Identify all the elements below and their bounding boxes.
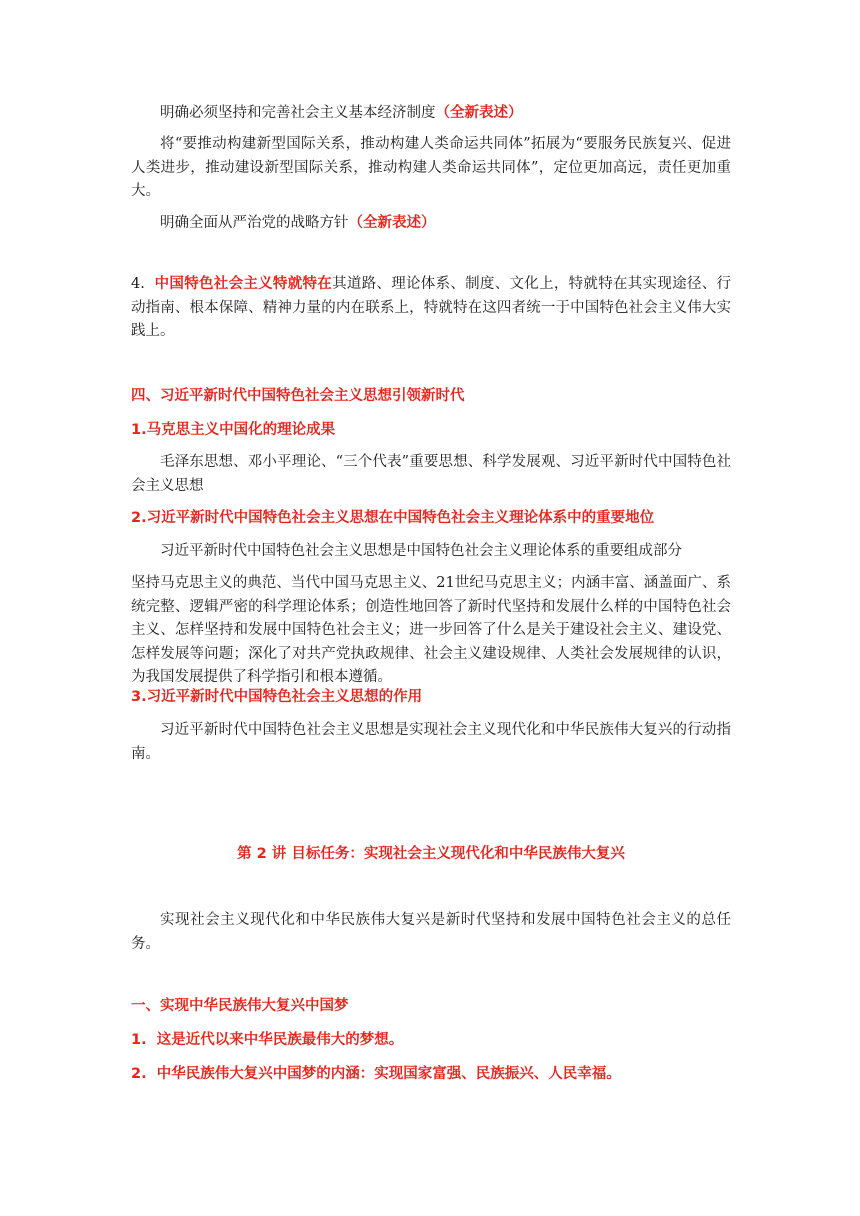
paragraph-party-governance: [131, 211, 731, 236]
subheading-important-status: 2.习近平新时代中国特色社会主义思想在中国特色社会主义理论体系中的重要地位: [131, 510, 655, 526]
item-text: 这是近代以来中华民族最伟大的梦想。: [156, 1032, 404, 1048]
paragraph-item-4: [131, 272, 731, 344]
paragraph-action-guide: 习近平新时代中国特色社会主义思想是实现社会主义现代化和中华民族伟大复兴的行动指南。: [131, 722, 731, 762]
section-heading-four: 四、习近平新时代中国特色社会主义思想引领新时代: [131, 388, 465, 404]
paragraph-economic-system: [131, 101, 731, 126]
subheading-role: 3.习近平新时代中国特色社会主义思想的作用: [131, 689, 423, 705]
item-number: 1.: [131, 1032, 147, 1048]
new-expression-tag: （全新表述）: [435, 104, 523, 121]
paragraph-text: 明确全面从严治党的战略方针: [160, 215, 349, 231]
subheading-theory-results: 1.马克思主义中国化的理论成果: [131, 422, 336, 438]
item-text: 其道路、理论体系、制度、文化上，特就特在其实现途径、行动指南、根本保障、精神力量的内在联系上，特就特在这四者统一于中国特色社会主义伟大实践上。: [131, 276, 732, 339]
new-expression-tag: （全新表述）: [348, 214, 436, 231]
paragraph-theory-list: 毛泽东思想、邓小平理论、“三个代表”重要思想、科学发展观、习近平新时代中国特色社会主义思想: [131, 454, 731, 494]
paragraph-model-description: 坚持马克思主义的典范、当代中国马克思主义、21世纪马克思主义；内涵丰富、涵盖面广、系统完整、逻辑严密的科学理论体系；创造性地回答了新时代坚持和发展什么样的中国特色社会主义、怎样坚持和发展中国特色社会主义；进一步回答了什么是关于建设社会主义、建设党、怎样发展等问题；深化了对共产党执政规律、社会主义建设规律、人类社会发展规律的认识，为我国发展提供了科学指引和根本遵循。: [131, 575, 731, 685]
item-text: 中华民族伟大复兴中国梦的内涵：实现国家富强、民族振兴、人民幸福。: [156, 1066, 621, 1082]
list-item-2: [131, 1063, 731, 1087]
paragraph-international-relations: 将“要推动构建新型国际关系，推动构建人类命运共同体”拓展为“要服务民族复兴、促进人类进步，推动建设新型国际关系，推动构建人类命运共同体”，定位更加高远，责任更加重大。: [131, 136, 731, 199]
paragraph-overall-task: 实现社会主义现代化和中华民族伟大复兴是新时代坚持和发展中国特色社会主义的总任务。: [131, 912, 731, 952]
paragraph-text: 明确必须坚持和完善社会主义基本经济制度: [160, 105, 436, 121]
item-number: 4.: [131, 276, 145, 292]
list-item-1: [131, 1029, 731, 1053]
lecture-title: 第 2 讲 目标任务：实现社会主义现代化和中华民族伟大复兴: [237, 846, 625, 862]
paragraph-component-part: 习近平新时代中国特色社会主义思想是中国特色社会主义理论体系的重要组成部分: [160, 543, 682, 559]
section-heading-one: 一、实现中华民族伟大复兴中国梦: [131, 998, 349, 1014]
item-number: 2.: [131, 1066, 147, 1082]
item-bold-lead: 中国特色社会主义特就特在: [154, 275, 333, 292]
